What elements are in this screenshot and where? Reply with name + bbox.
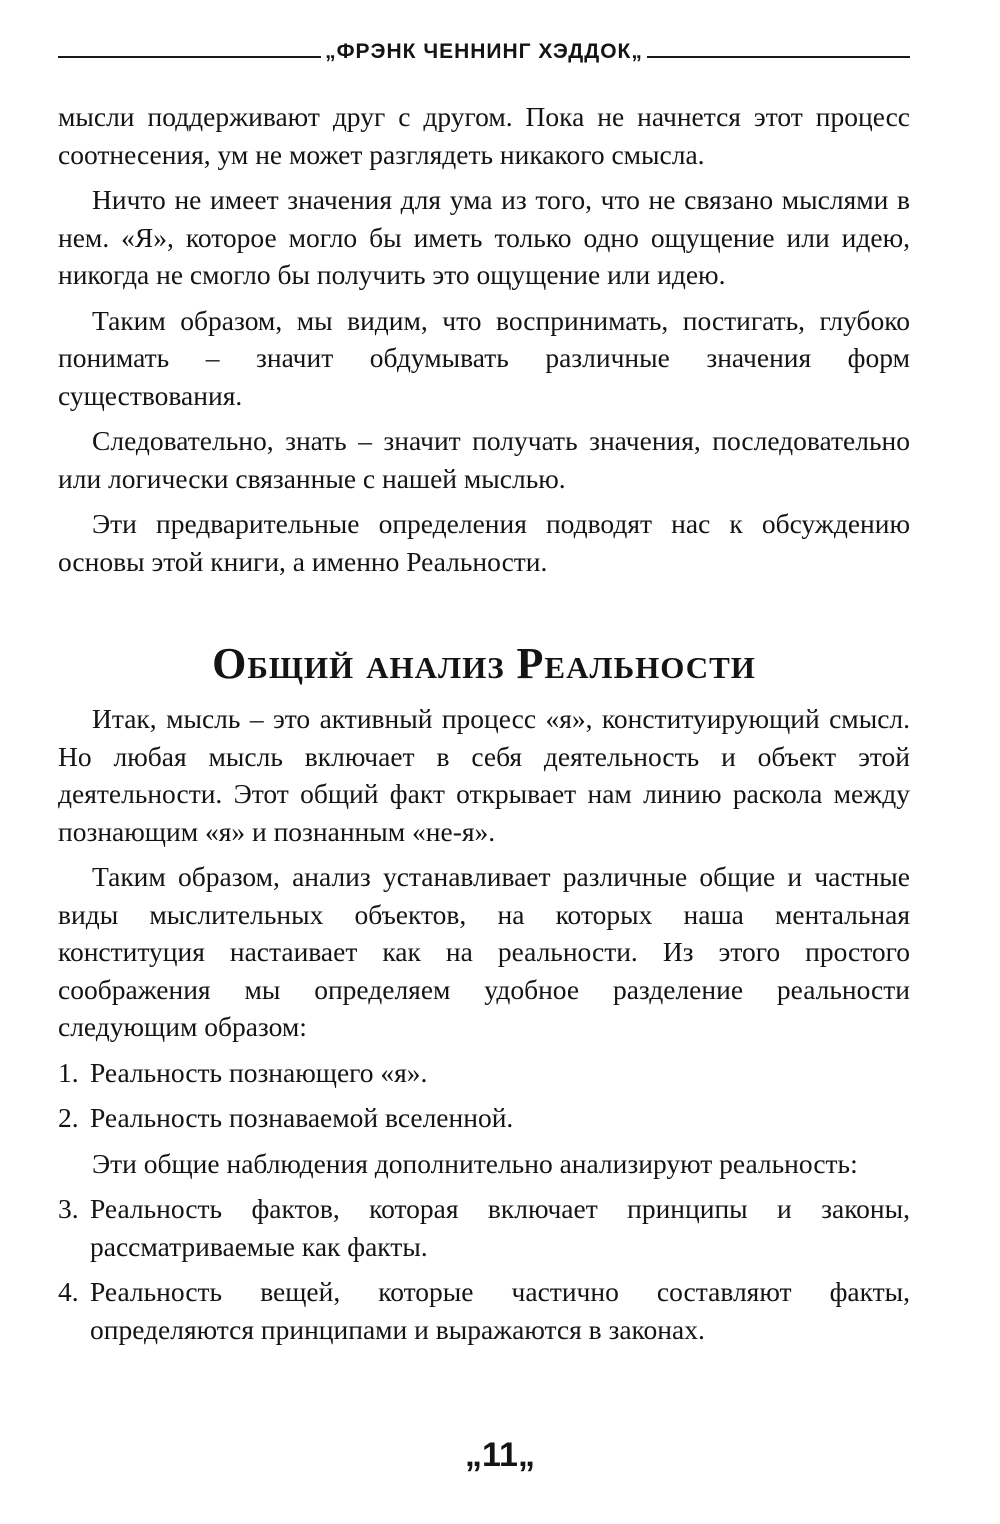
page-body (58, 98, 910, 1356)
header-rule-right (647, 56, 910, 58)
section-heading: Общий анализ Реальности (212, 639, 756, 688)
list-item (58, 1099, 910, 1137)
list-item-number: 4. (58, 1276, 79, 1307)
paragraph: Итак, мысль – это активный процесс «я», конституирующий смысл. Но любая мысль включает в себя деятельность и объект этой деятельности. Этот общий факт открывает нам линию раскола между познающим «я» и познанным «не-я». (58, 703, 910, 847)
list-item-text: Реальность познающего «я». (90, 1056, 428, 1088)
paragraph: Таким образом, анализ устанавливает различные общие и частные виды мыслительных объектов, на которых наша ментальная конституция настаивает как на реальности. Из этого простого соображения мы определяем удобное разделение реальности следующим образом: (58, 861, 910, 1042)
list-item-number: 1. (58, 1056, 79, 1088)
paragraph: Таким образом, мы видим, что воспринимать, постигать, глубоко понимать – значит обдумывать различные значения форм существования. (58, 304, 910, 411)
list-item (58, 1190, 910, 1265)
paragraph: мысли поддерживают друг с другом. Пока не начнется этот процесс соотнесения, ум не может разглядеть никакого смысла. (58, 101, 910, 170)
list-item (58, 1054, 910, 1092)
page-number: „11„ (465, 1436, 535, 1474)
list-item-text: Реальность вещей, которые частично составляют факты, определяются принципами и выражаются в законах. (90, 1276, 910, 1345)
header-rule-left (58, 56, 321, 58)
paragraph: Эти общие наблюдения дополнительно анализируют реальность: (92, 1147, 858, 1179)
paragraph: Эти предварительные определения подводят нас к обсуждению основы этой книги, а именно Реальности. (58, 508, 910, 577)
list-item (58, 1273, 910, 1348)
list-item-number: 2. (58, 1102, 79, 1133)
list-item-number: 3. (58, 1193, 79, 1224)
running-header (58, 24, 910, 64)
running-header-title: „ФРЭНК ЧЕННИНГ ХЭДДОК„ (325, 40, 643, 63)
list-item-text: Реальность познаваемой вселенной. (90, 1102, 514, 1133)
paragraph: Следовательно, знать – значит получать значения, последовательно или логически связанные с нашей мыслью. (58, 425, 910, 494)
paragraph: Ничто не имеет значения для ума из того, что не связано мыслями в нем. «Я», которое могло бы иметь только одно ощущение или идею, никогда не смогло бы получить это ощущение или идею. (58, 184, 910, 290)
list-item-text: Реальность фактов, которая включает принципы и законы, рассматриваемые как факты. (90, 1193, 910, 1262)
